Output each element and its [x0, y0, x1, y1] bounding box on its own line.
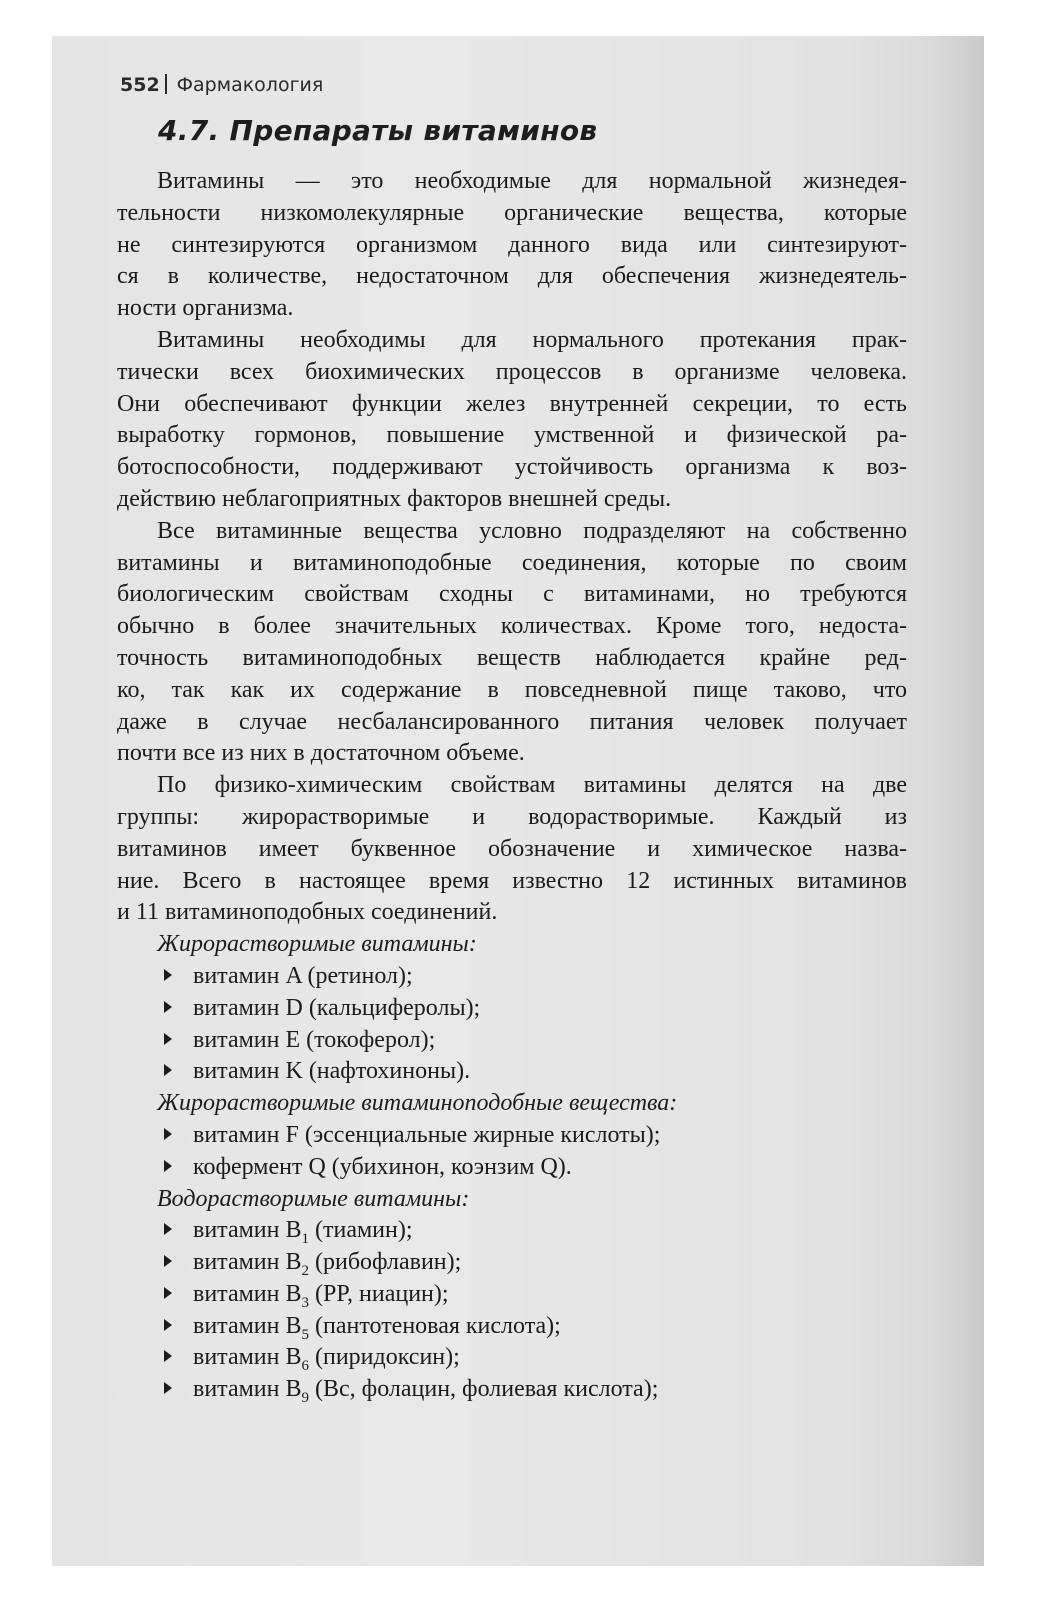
paragraph-line: Они обеспечивают функции желез внутренней секреции, то есть	[117, 390, 907, 417]
paragraph-line: ко, так как их содержание в повседневной пище таково, что	[117, 676, 907, 703]
item-suffix: (PP, ниацин);	[309, 1280, 449, 1307]
vitamin-list	[117, 961, 907, 1088]
paragraph-line: даже в случае несбалансированного питания человек получает	[117, 708, 907, 735]
triangle-bullet-icon	[164, 1033, 172, 1045]
item-prefix: витамин B	[193, 1280, 302, 1307]
paragraph-line: тически всех биохимических процессов в организме человека.	[117, 358, 907, 385]
item-suffix: (пантотеновая кислота);	[309, 1312, 561, 1339]
list-item-text	[193, 1342, 460, 1374]
item-prefix: витамин B	[193, 1344, 302, 1371]
paragraph-line: почти все из них в достаточном объеме.	[117, 740, 525, 767]
paragraph-line: точность витаминоподобных веществ наблюдается крайне ред-	[117, 644, 907, 671]
paragraph	[117, 166, 907, 325]
header-separator	[165, 74, 167, 94]
list-item	[117, 1311, 907, 1343]
paragraph-line: витамины и витаминоподобные соединения, которые по своим	[117, 549, 907, 576]
paragraph	[117, 770, 907, 929]
list-item-text: кофермент Q (убихинон, коэнзим Q).	[193, 1153, 572, 1180]
paragraph-line: Витамины необходимы для нормального протекания прак-	[157, 326, 907, 353]
item-prefix: витамин B	[193, 1249, 302, 1276]
page-number: 552	[120, 74, 160, 96]
vitamin-subscript: 3	[301, 1294, 309, 1311]
triangle-bullet-icon	[164, 1350, 172, 1362]
list-item	[117, 961, 907, 993]
item-prefix: витамин B	[193, 1376, 302, 1403]
item-suffix: (рибофлавин);	[309, 1249, 462, 1276]
list-item	[117, 1342, 907, 1374]
paragraph-line: не синтезируются организмом данного вида или синтезируют-	[117, 231, 907, 258]
paragraph-line: биологическим свойствам сходны с витаминами, но требуются	[117, 581, 907, 608]
list-item	[117, 1215, 907, 1247]
triangle-bullet-icon	[164, 969, 172, 981]
list-item-text: витамин F (эссенциальные жирные кислоты);	[193, 1121, 661, 1148]
running-head	[120, 74, 323, 96]
running-title: Фармакология	[176, 74, 324, 96]
paragraph-line: ботоспособности, поддерживают устойчивость организма к воз-	[117, 454, 907, 481]
vitamin-list	[117, 1215, 907, 1406]
list-heading: Жирорастворимые витаминоподобные вещества:	[157, 1090, 678, 1117]
item-suffix: (Bc, фолацин, фолиевая кислота);	[309, 1376, 659, 1403]
list-item	[117, 1025, 907, 1057]
triangle-bullet-icon	[164, 1223, 172, 1235]
paragraph-line: выработку гормонов, повышение умственной и физической ра-	[117, 422, 907, 449]
list-item-text	[193, 1311, 561, 1343]
item-prefix: витамин B	[193, 1312, 302, 1339]
paragraph-line: Витамины — это необходимые для нормальной жизнедея-	[157, 168, 907, 194]
section-title: 4.7. Препараты витаминов	[158, 114, 598, 147]
triangle-bullet-icon	[164, 1160, 172, 1172]
paragraph-line: и 11 витаминоподобных соединений.	[117, 899, 498, 926]
paragraph-line: действию неблагоприятных факторов внешней среды.	[117, 485, 672, 512]
list-item-text	[193, 1374, 658, 1406]
item-suffix: (тиамин);	[309, 1217, 413, 1244]
list-item-text: витамин D (кальциферолы);	[193, 994, 481, 1021]
list-item	[117, 1279, 907, 1311]
list-item-text	[193, 1215, 413, 1247]
vitamin-subscript: 9	[301, 1390, 309, 1407]
list-item	[117, 1056, 907, 1088]
triangle-bullet-icon	[164, 1001, 172, 1013]
vitamin-subscript: 6	[301, 1358, 309, 1375]
triangle-bullet-icon	[164, 1064, 172, 1076]
paragraph	[117, 325, 907, 516]
list-item-text: витамин A (ретинол);	[193, 962, 413, 989]
list-item	[117, 993, 907, 1025]
list-item-text: витамин E (токоферол);	[193, 1026, 436, 1053]
list-item	[117, 1374, 907, 1406]
list-heading: Жирорастворимые витамины:	[157, 931, 477, 958]
paragraph-line: группы: жирорастворимые и водорастворимые. Каждый из	[117, 803, 907, 830]
vitamin-list	[117, 1120, 907, 1184]
paragraph-line: витаминов имеет буквенное обозначение и химическое назва-	[117, 835, 907, 862]
paragraph-line: По физико-химическим свойствам витамины делятся на две	[157, 772, 907, 799]
list-item	[117, 1247, 907, 1279]
vitamin-subscript: 1	[301, 1231, 309, 1248]
list-heading: Водорастворимые витамины:	[157, 1185, 470, 1212]
paragraph-line: ности организма.	[117, 295, 294, 322]
paragraph-line: обычно в более значительных количествах. Кроме того, недоста-	[117, 613, 907, 640]
list-item	[117, 1120, 907, 1152]
list-item-text	[193, 1247, 461, 1279]
body-text	[117, 166, 907, 1406]
vitamin-subscript: 5	[301, 1326, 309, 1343]
vitamin-subscript: 2	[301, 1263, 309, 1280]
triangle-bullet-icon	[164, 1287, 172, 1299]
paragraph-line: Все витаминные вещества условно подразделяют на собственно	[157, 517, 907, 544]
paragraph	[117, 516, 907, 770]
list-item-text: витамин K (нафтохиноны).	[193, 1058, 471, 1085]
item-suffix: (пиридоксин);	[309, 1344, 460, 1371]
paragraph-line: тельности низкомолекулярные органические вещества, которые	[117, 199, 907, 226]
list-item-text	[193, 1279, 449, 1311]
paragraph-line: ние. Всего в настоящее время известно 12 истинных витаминов	[117, 867, 907, 894]
triangle-bullet-icon	[164, 1382, 172, 1394]
paragraph-line: ся в количестве, недостаточном для обеспечения жизнедеятель-	[117, 263, 907, 290]
triangle-bullet-icon	[164, 1255, 172, 1267]
item-prefix: витамин B	[193, 1217, 302, 1244]
triangle-bullet-icon	[164, 1128, 172, 1140]
list-item	[117, 1152, 907, 1184]
triangle-bullet-icon	[164, 1319, 172, 1331]
